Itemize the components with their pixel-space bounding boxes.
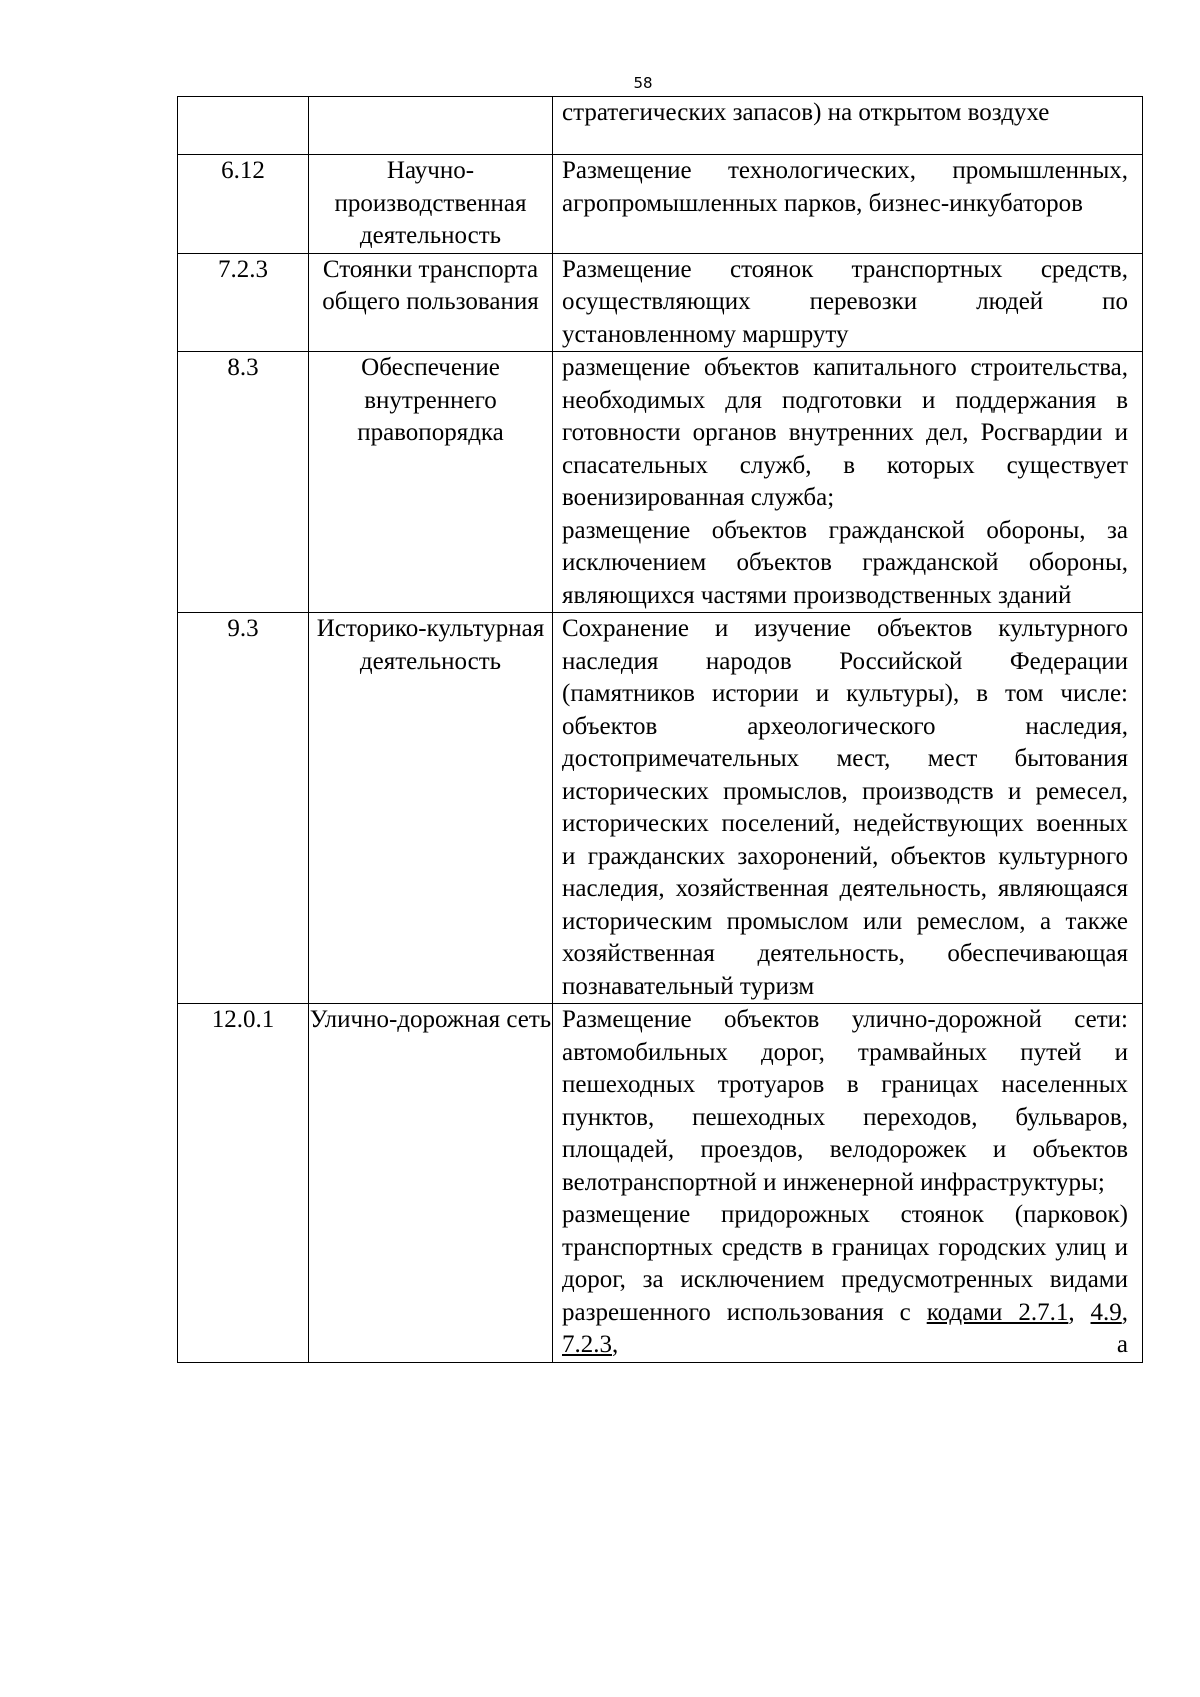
link-separator: ,	[1121, 1298, 1129, 1326]
table-row	[178, 97, 1143, 155]
description-paragraph: Размещение технологических, промышленных, агропромышленных парков, бизнес-инкубаторов	[562, 157, 1128, 217]
description-paragraph: стратегических запасов) на открытом воздухе	[562, 99, 1050, 126]
links-prefix	[911, 1299, 927, 1326]
link-separator: ,	[1068, 1298, 1091, 1326]
description-paragraph-with-links	[562, 1199, 1128, 1362]
description-paragraph: Сохранение и изучение объектов культурного наследия народов Российской Федерации (памятников истории и культуры), в том числе: объектов археологического наследия, достопримечательных мест, мест бытования исторических промыслов, производств и ремесел, исторических поселений, недействующих военных и гражданских захоронений, объектов культурного наследия, хозяйственная деятельность, являющаяся историческим промыслом или ремеслом, а также хозяйственная деятельность, обеспечивающая познавательный туризм	[562, 615, 1128, 1000]
table-row	[178, 613, 1143, 1004]
description-paragraph: Размещение объектов улично-дорожной сети: автомобильных дорог, трамвайных путей и пешеходных тротуаров в границах населенных пунктов, пешеходных переходов, бульваров, площадей, проездов, велодорожек и объектов велотранспортной и инженерной инфраструктуры;	[562, 1006, 1128, 1196]
name-cell: Научно-производственная деятельность	[309, 155, 553, 254]
name-cell: Историко-культурная деятельность	[309, 613, 553, 1004]
name-cell	[309, 97, 553, 155]
code-cell	[178, 97, 309, 155]
name-cell: Стоянки транспорта общего пользования	[309, 253, 553, 352]
description-cell	[553, 155, 1143, 254]
code-link-2-7-1[interactable]: кодами 2.7.1	[926, 1298, 1069, 1326]
code-link-4-9[interactable]: 4.9	[1090, 1298, 1122, 1326]
description-text: размещение придорожных стоянок (парковок) транспортных средств в границах городских улиц и дорог, за исключением предусмотренных видами разрешенного использования с	[562, 1201, 1128, 1326]
description-cell	[553, 613, 1143, 1004]
name-cell: Обеспечение внутреннего правопорядка	[309, 352, 553, 613]
code-cell: 12.0.1	[178, 1004, 309, 1363]
description-cell	[553, 1004, 1143, 1363]
description-cell	[553, 352, 1143, 613]
table-row	[178, 1004, 1143, 1363]
code-cell: 7.2.3	[178, 253, 309, 352]
description-cell	[553, 97, 1143, 155]
table-row	[178, 253, 1143, 352]
table-row	[178, 155, 1143, 254]
table-row	[178, 352, 1143, 613]
code-cell: 8.3	[178, 352, 309, 613]
land-use-table	[177, 96, 1143, 1363]
name-cell: Улично-дорожная сеть	[309, 1004, 553, 1363]
description-paragraph: размещение объектов гражданской обороны, за исключением объектов гражданской обороны, являющихся частями производственных зданий	[562, 516, 1128, 609]
page-number: 58	[633, 74, 653, 92]
link-separator: , а	[612, 1331, 1128, 1358]
description-cell	[553, 253, 1143, 352]
description-paragraph: размещение объектов капитального строительства, необходимых для подготовки и поддержания в готовности органов внутренних дел, Росгвардии и спасательных служб, в которых существует военизированная служба;	[562, 354, 1128, 511]
code-cell: 9.3	[178, 613, 309, 1004]
code-cell: 6.12	[178, 155, 309, 254]
description-paragraph: Размещение стоянок транспортных средств, осуществляющих перевозки людей по установленному маршруту	[562, 255, 1128, 348]
code-link-7-2-3[interactable]: 7.2.3	[562, 1331, 612, 1358]
